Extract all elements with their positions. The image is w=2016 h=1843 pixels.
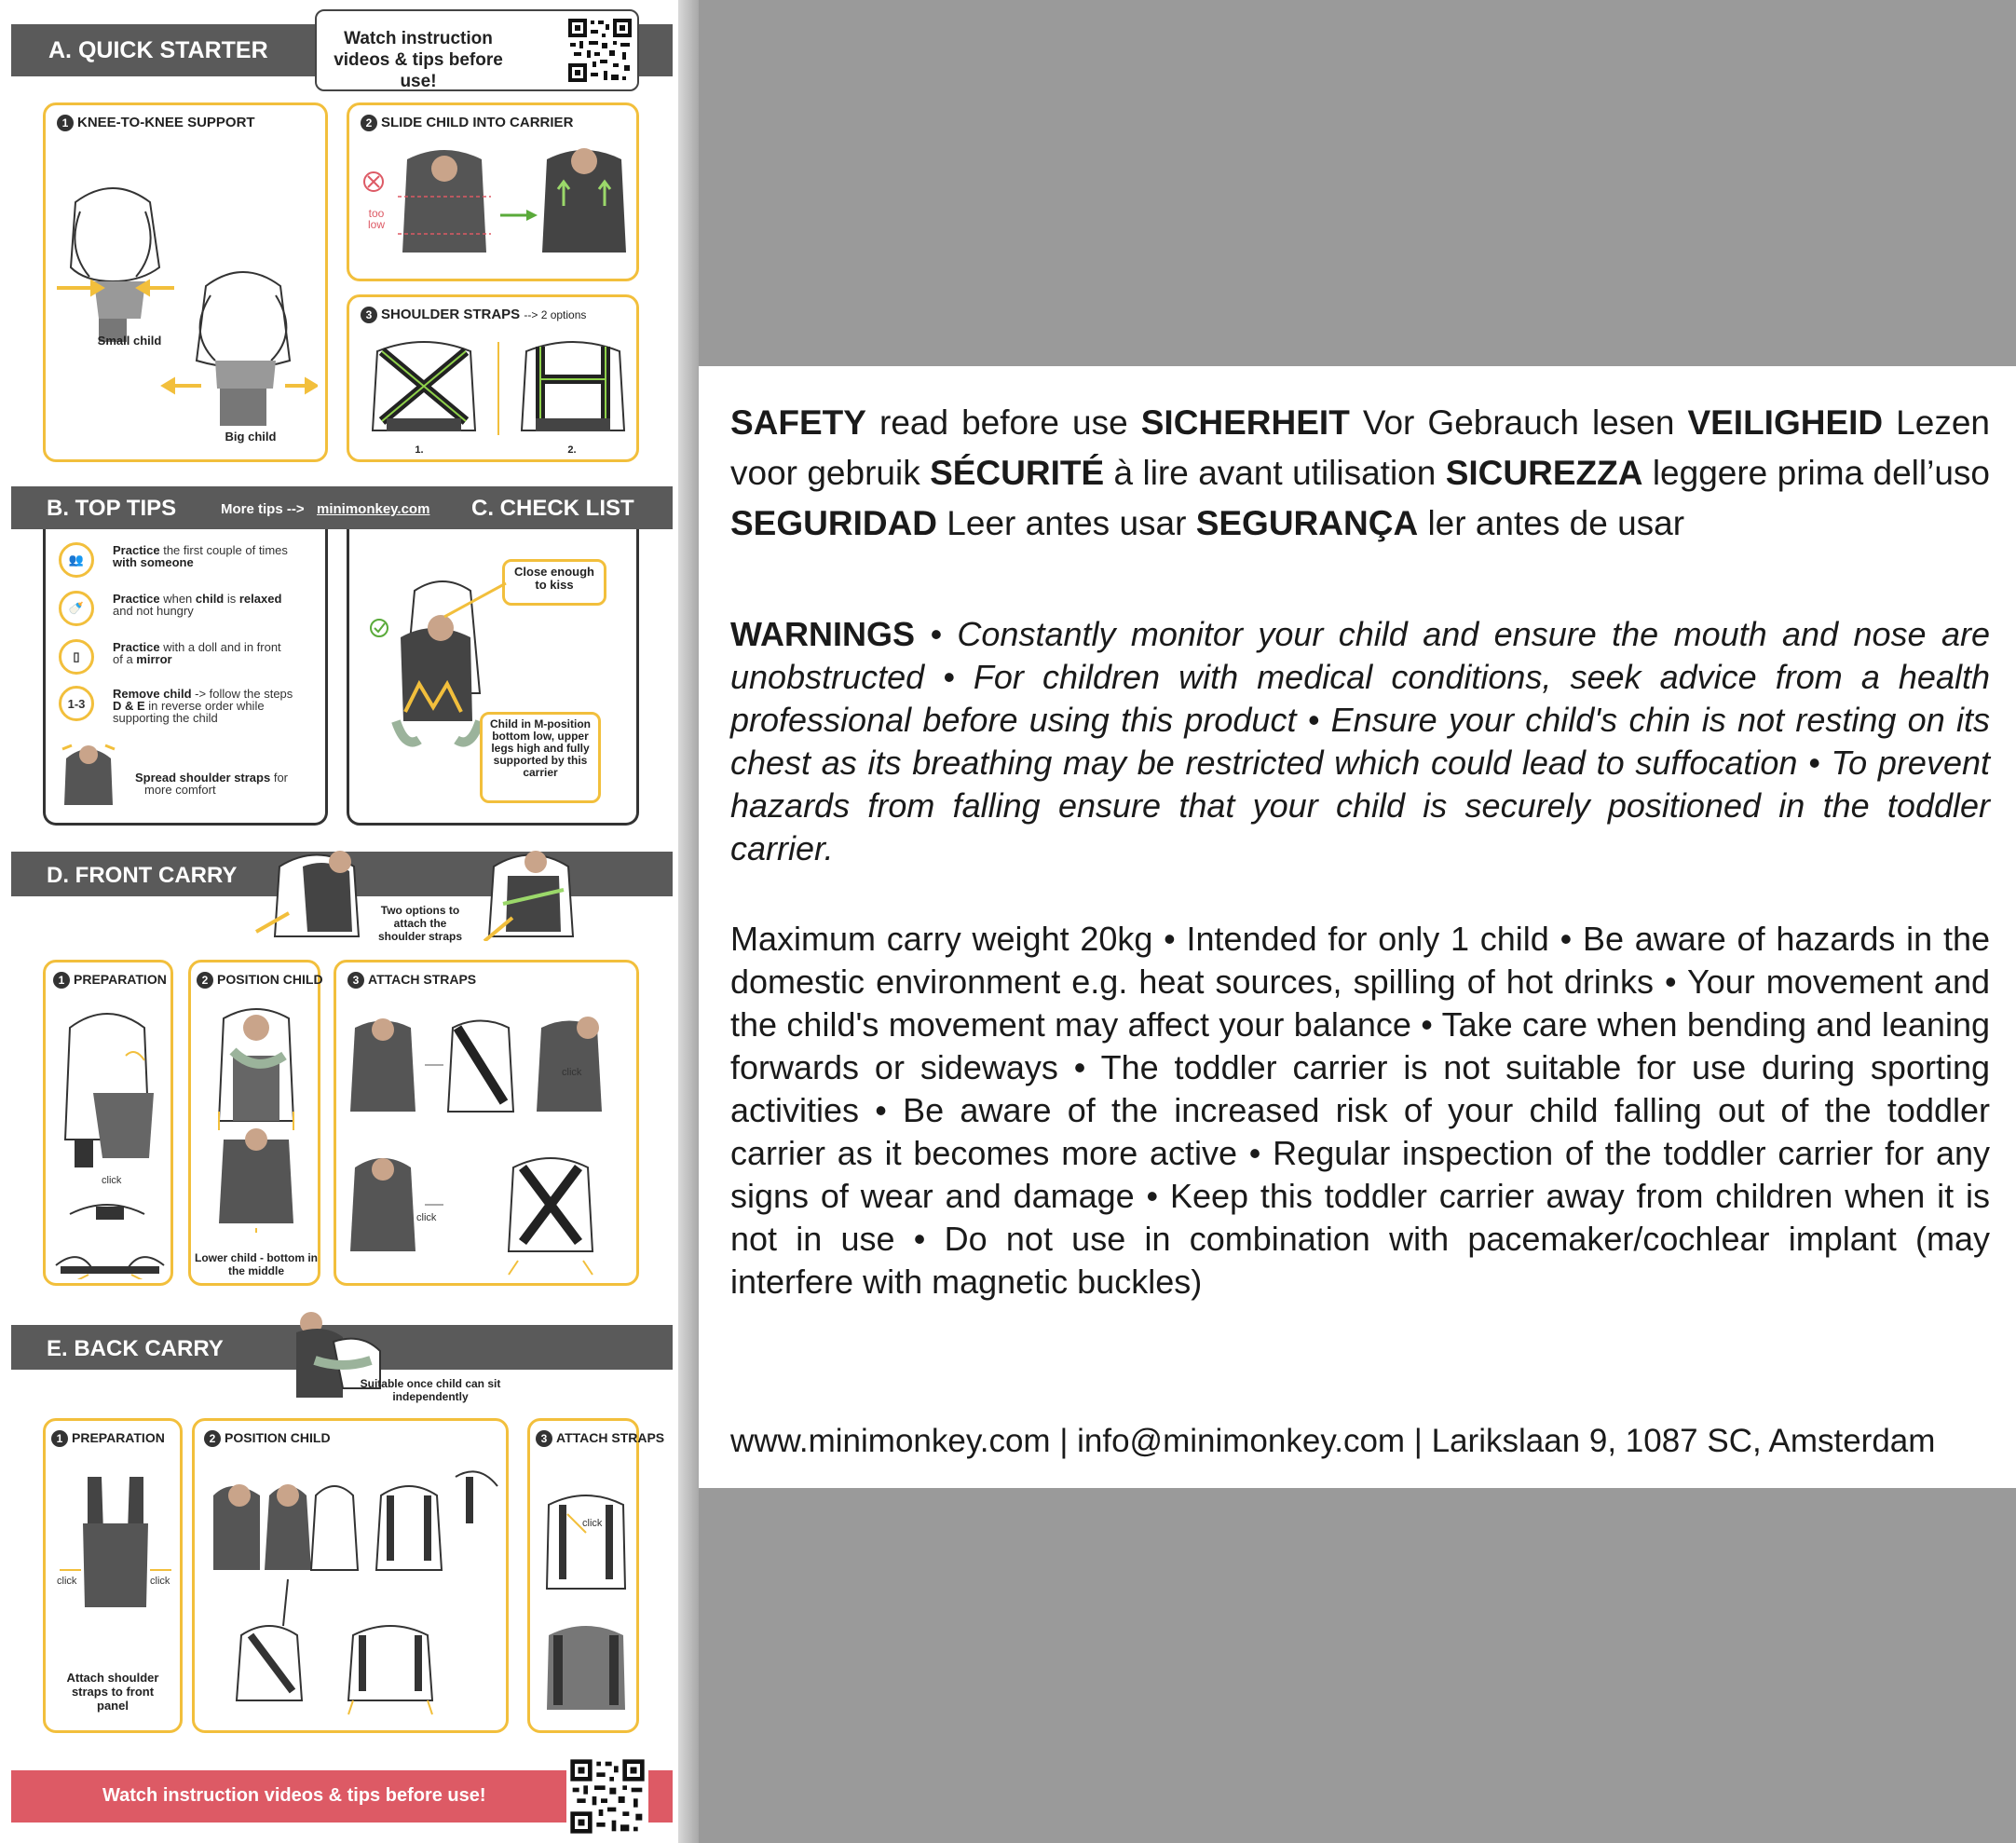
front-preparation-title xyxy=(53,972,167,989)
safety-heading xyxy=(730,398,1990,549)
warnings-label: WARNINGS xyxy=(730,615,915,653)
step-number: 2 xyxy=(197,972,213,989)
weight-paragraph: Maximum carry weight 20kg • Intended for only 1 child • Be aware of hazards in the domestic environment e.g. heat sources, spilling of hot drinks • Your movement and the child's movement may affect your balance • Take care when bending and leaning forwards or sideways • The toddler carrier is not suitable for use during sporting activities • Be aware of the increased risk of your child falling out of the toddler carrier as it becomes more active • Regular inspection of the toddler carrier for any signs of wear and damage • Keep this toddler carrier away from children when it is not in use • Do not use in combination with pacemaker/cochlear implant (may interfere with magnetic buckles) xyxy=(730,920,1990,1301)
safety-keyword: SICHERHEIT xyxy=(1140,403,1350,442)
back-attach-label: ATTACH STRAPS xyxy=(556,1430,665,1445)
safety-keyword: SEGURANÇA xyxy=(1195,504,1419,542)
tip-item xyxy=(59,740,338,814)
small-child-label: Small child xyxy=(97,334,162,348)
close-enough-callout: Close enough to kiss xyxy=(502,559,606,606)
instruction-leaflet xyxy=(0,0,678,1843)
tip-text: Practice with a doll and in front of a mirror xyxy=(113,640,281,666)
top-tips-title: B. TOP TIPS xyxy=(47,496,177,521)
knee-to-knee-title xyxy=(57,115,255,131)
safety-phrase: read before use xyxy=(865,403,1141,442)
safety-phrase: Lezen voor gebruik xyxy=(730,403,1990,492)
footer-watch-bar xyxy=(11,1770,673,1823)
contact-line[interactable]: www.minimonkey.com | info@minimonkey.com | Larikslaan 9, 1087 SC, Amsterdam xyxy=(730,1423,1936,1459)
too-low-label: too low xyxy=(367,207,385,231)
step-number: 2 xyxy=(361,115,377,131)
footer-watch-text: Watch instruction videos & tips before use! xyxy=(102,1785,486,1806)
top-tips-panel xyxy=(43,529,328,826)
click-label: click xyxy=(582,1518,603,1529)
knee-to-knee-panel xyxy=(43,102,328,462)
check-list-title: C. CHECK LIST xyxy=(471,496,634,521)
suitable-label: Suitable once child can sit independently xyxy=(360,1377,501,1403)
step-number: 3 xyxy=(361,307,377,323)
spread-straps-icon xyxy=(59,740,118,811)
callout-pointer xyxy=(443,581,508,619)
attach-shoulder-label: Attach shoulder straps to front panel xyxy=(66,1671,159,1713)
front-position-illustration xyxy=(200,1000,314,1233)
front-attach-panel xyxy=(334,960,639,1286)
tip-text: Remove child -> follow the steps D & E in reverse order while supporting the child xyxy=(113,687,293,725)
qr-code-icon[interactable] xyxy=(566,17,633,84)
slide-child-panel xyxy=(347,102,639,281)
front-carry-title: D. FRONT CARRY xyxy=(47,863,238,888)
back-position-title xyxy=(204,1430,331,1447)
option-1-label: 1. xyxy=(415,444,424,456)
safety-phrase: leggere prima dell’uso xyxy=(1642,454,1990,492)
safety-card xyxy=(699,366,2016,1488)
big-child-label: Big child xyxy=(225,430,277,444)
back-attach-panel xyxy=(527,1418,665,1733)
safety-keyword: SÉCURITÉ xyxy=(930,454,1105,492)
safety-phrase: Vor Gebrauch lesen xyxy=(1349,403,1688,442)
slide-child-title xyxy=(361,115,573,131)
warnings-body: • Constantly monitor your child and ensure the mouth and nose are unobstructed • For children with medical conditions, seek advice from a health professional before using this product • Ensure your child's chin is not resting on its chest as its breathing may be restricted which could lead to suffocation • To prevent hazards from falling ensure that your child is securely positioned in the toddler carrier. xyxy=(730,615,1990,867)
front-attach-title xyxy=(347,972,476,989)
quick-starter-title: A. QUICK STARTER xyxy=(48,37,268,63)
back-position-illustration xyxy=(204,1458,502,1728)
tip-item xyxy=(59,639,338,680)
safety-keyword: SEGURIDAD xyxy=(730,504,938,542)
front-position-panel xyxy=(188,960,323,1286)
slide-child-label: SLIDE CHILD INTO CARRIER xyxy=(381,115,574,130)
click-right-label: click xyxy=(150,1576,170,1587)
shoulder-straps-title xyxy=(361,307,586,323)
back-carry-title: E. BACK CARRY xyxy=(47,1336,224,1361)
step-number: 2 xyxy=(204,1430,221,1447)
front-preparation-illustration xyxy=(51,1000,169,1279)
option-2-label: 2. xyxy=(567,444,577,456)
mirror-icon: ▯ xyxy=(59,639,94,675)
front-position-title xyxy=(197,972,323,989)
options-label: --> 2 options xyxy=(524,308,587,321)
front-attach-label: ATTACH STRAPS xyxy=(368,972,477,987)
tip-item xyxy=(59,686,338,727)
safety-phrase: Leer antes usar xyxy=(937,504,1196,542)
back-preparation-panel xyxy=(43,1418,183,1733)
shoulder-straps-panel xyxy=(347,294,639,462)
tip-item xyxy=(59,591,338,632)
more-tips-link[interactable]: minimonkey.com xyxy=(317,501,430,517)
footer-qr-code-icon[interactable] xyxy=(566,1755,648,1837)
tips-checklist-header xyxy=(11,486,673,529)
click-left-label: click xyxy=(57,1576,77,1587)
step-number: 1 xyxy=(51,1430,68,1447)
back-attach-title xyxy=(536,1430,664,1447)
click-label-2: click xyxy=(416,1212,437,1223)
check-list-panel xyxy=(347,529,639,826)
tip-item xyxy=(59,542,338,583)
slide-child-illustration xyxy=(361,141,631,279)
safety-phrase: à lire avant utilisation xyxy=(1104,454,1446,492)
front-preparation-label: PREPARATION xyxy=(74,972,167,987)
lower-child-label: Lower child - bottom in the middle xyxy=(195,1251,318,1277)
click-label: click xyxy=(102,1175,122,1186)
bottle-icon: 🍼 xyxy=(59,591,94,626)
warnings-paragraph xyxy=(730,613,1990,870)
safety-keyword: SAFETY xyxy=(730,403,866,442)
step-number: 1 xyxy=(53,972,70,989)
safety-keyword: VEILIGHEID xyxy=(1687,403,1884,442)
shoulder-straps-illustration xyxy=(368,333,629,444)
front-preparation-panel xyxy=(43,960,173,1286)
front-attach-illustration xyxy=(346,1009,633,1279)
back-preparation-illustration xyxy=(55,1477,176,1626)
shoulder-straps-label: SHOULDER STRAPS xyxy=(381,307,521,322)
back-position-label: POSITION CHILD xyxy=(225,1430,331,1445)
step-number: 3 xyxy=(347,972,364,989)
page-gutter xyxy=(678,0,699,1843)
step-range-icon: 1-3 xyxy=(59,686,94,721)
tip-text: Practice when child is relaxed and not hungry xyxy=(113,592,282,618)
back-position-panel xyxy=(192,1418,509,1733)
safety-phrase: ler antes de usar xyxy=(1418,504,1685,542)
backdrop-bottom xyxy=(699,1488,2016,1843)
two-options-label: Two options to attach the shoulder straps xyxy=(377,904,463,943)
front-position-label: POSITION CHILD xyxy=(217,972,323,987)
watch-box xyxy=(315,9,639,91)
click-label-1: click xyxy=(562,1067,582,1078)
more-tips-label: More tips --> xyxy=(221,501,305,517)
knee-to-knee-label: KNEE-TO-KNEE SUPPORT xyxy=(77,115,255,130)
tip-text: Spread shoulder straps for more comfort xyxy=(135,771,289,797)
tip-text: Practice the first couple of times with someone xyxy=(113,543,288,569)
watch-box-text: Watch instruction videos & tips before use! xyxy=(334,29,503,91)
safety-keyword: SICUREZZA xyxy=(1445,454,1643,492)
back-preparation-title xyxy=(51,1430,165,1447)
m-position-callout: Child in M-position bottom low, upper legs high and fully supported by this carrier xyxy=(480,712,601,803)
step-number: 1 xyxy=(57,115,74,131)
people-icon: 👥 xyxy=(59,542,94,578)
backdrop-top xyxy=(699,0,2016,366)
back-preparation-label: PREPARATION xyxy=(72,1430,165,1445)
step-number: 3 xyxy=(536,1430,552,1447)
knee-to-knee-illustration xyxy=(57,146,318,444)
